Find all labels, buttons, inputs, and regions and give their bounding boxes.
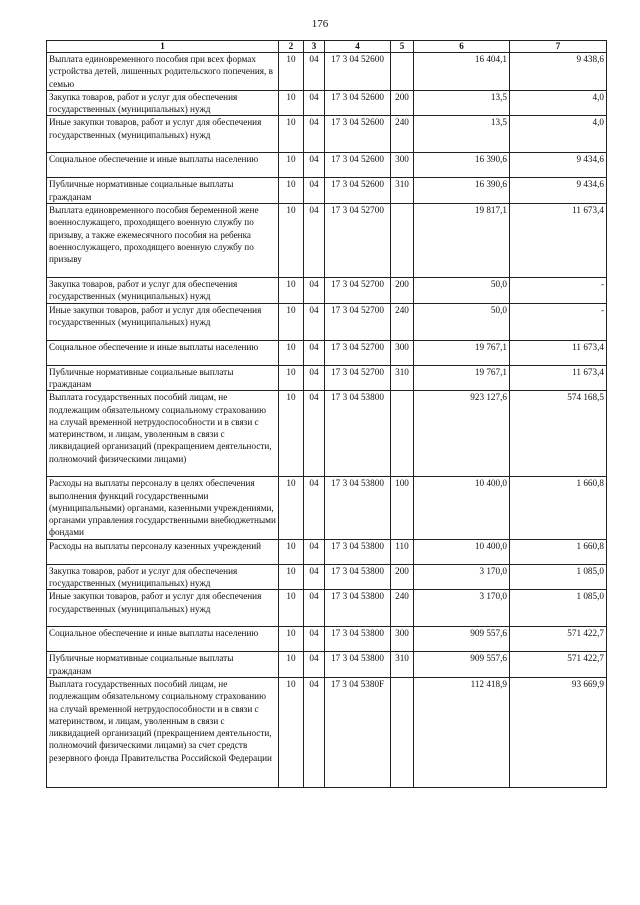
expense-type-code: 200 — [391, 90, 414, 116]
target-article-code: 17 3 04 53800 — [325, 391, 391, 477]
expense-type-code: 300 — [391, 340, 414, 365]
section-code: 10 — [279, 539, 304, 564]
section-code: 10 — [279, 116, 304, 153]
section-code: 10 — [279, 278, 304, 304]
target-article-code: 17 3 04 52600 — [325, 178, 391, 204]
subsection-code: 04 — [304, 204, 325, 278]
amount-col6: 19 767,1 — [414, 340, 510, 365]
expense-type-code — [391, 204, 414, 278]
subsection-code: 04 — [304, 116, 325, 153]
expense-type-code — [391, 53, 414, 91]
expense-type-code: 300 — [391, 627, 414, 652]
target-article-code: 17 3 04 52600 — [325, 53, 391, 91]
table-row — [47, 90, 607, 116]
amount-col7: 11 673,4 — [510, 204, 607, 278]
target-article-code: 17 3 04 52700 — [325, 278, 391, 304]
amount-col6: 16 390,6 — [414, 153, 510, 178]
amount-col7: 11 673,4 — [510, 365, 607, 391]
row-name: Публичные нормативные социальные выплаты гражданам — [47, 652, 279, 678]
section-code: 10 — [279, 391, 304, 477]
column-header: 6 — [414, 41, 510, 53]
expense-type-code: 310 — [391, 178, 414, 204]
row-name: Социальное обеспечение и иные выплаты населению — [47, 627, 279, 652]
row-name: Закупка товаров, работ и услуг для обеспечения государственных (муниципальных) нужд — [47, 278, 279, 304]
amount-col6: 50,0 — [414, 303, 510, 340]
target-article-code: 17 3 04 52700 — [325, 365, 391, 391]
row-name: Выплата государственных пособий лицам, не подлежащим обязательному социальному страхованию на случай временной нетрудоспособности и в связи с материнством, и лицам, уволенным в связи с ликвидацией организаций (прекращением деятельности, полномочий физическими лицами) — [47, 391, 279, 477]
subsection-code: 04 — [304, 278, 325, 304]
subsection-code: 04 — [304, 365, 325, 391]
table-row — [47, 564, 607, 590]
target-article-code: 17 3 04 52600 — [325, 90, 391, 116]
subsection-code: 04 — [304, 677, 325, 787]
subsection-code: 04 — [304, 477, 325, 539]
table-row — [47, 677, 607, 787]
target-article-code: 17 3 04 53800 — [325, 564, 391, 590]
expense-type-code — [391, 677, 414, 787]
target-article-code: 17 3 04 53800 — [325, 477, 391, 539]
section-code: 10 — [279, 677, 304, 787]
subsection-code: 04 — [304, 539, 325, 564]
target-article-code: 17 3 04 52700 — [325, 204, 391, 278]
table-row — [47, 53, 607, 91]
target-article-code: 17 3 04 5380F — [325, 677, 391, 787]
expense-type-code: 200 — [391, 278, 414, 304]
table-row — [47, 539, 607, 564]
column-header: 3 — [304, 41, 325, 53]
table-row — [47, 116, 607, 153]
section-code: 10 — [279, 340, 304, 365]
row-name: Иные закупки товаров, работ и услуг для обеспечения государственных (муниципальных) нужд — [47, 116, 279, 153]
header-row — [47, 41, 607, 53]
subsection-code: 04 — [304, 90, 325, 116]
expense-type-code: 310 — [391, 365, 414, 391]
section-code: 10 — [279, 590, 304, 627]
amount-col6: 13,5 — [414, 90, 510, 116]
amount-col7: 9 434,6 — [510, 178, 607, 204]
section-code: 10 — [279, 90, 304, 116]
column-header: 1 — [47, 41, 279, 53]
amount-col6: 16 390,6 — [414, 178, 510, 204]
row-name: Социальное обеспечение и иные выплаты населению — [47, 340, 279, 365]
expense-type-code: 100 — [391, 477, 414, 539]
amount-col7: 4,0 — [510, 90, 607, 116]
target-article-code: 17 3 04 52700 — [325, 303, 391, 340]
section-code: 10 — [279, 153, 304, 178]
row-name: Публичные нормативные социальные выплаты гражданам — [47, 365, 279, 391]
amount-col7: 11 673,4 — [510, 340, 607, 365]
subsection-code: 04 — [304, 590, 325, 627]
amount-col7: 4,0 — [510, 116, 607, 153]
column-header: 4 — [325, 41, 391, 53]
amount-col7: 574 168,5 — [510, 391, 607, 477]
amount-col7: - — [510, 278, 607, 304]
amount-col7: 93 669,9 — [510, 677, 607, 787]
section-code: 10 — [279, 477, 304, 539]
expense-type-code: 300 — [391, 153, 414, 178]
amount-col7: 1 660,8 — [510, 477, 607, 539]
row-name: Выплата единовременного пособия при всех формах устройства детей, лишенных родительского попечения, в семью — [47, 53, 279, 91]
amount-col6: 112 418,9 — [414, 677, 510, 787]
row-name: Иные закупки товаров, работ и услуг для обеспечения государственных (муниципальных) нужд — [47, 303, 279, 340]
row-name: Закупка товаров, работ и услуг для обеспечения государственных (муниципальных) нужд — [47, 90, 279, 116]
target-article-code: 17 3 04 53800 — [325, 539, 391, 564]
amount-col7: 9 434,6 — [510, 153, 607, 178]
column-header: 7 — [510, 41, 607, 53]
row-name: Расходы на выплаты персоналу в целях обеспечения выполнения функций государственными (муниципальными) органами, казенными учреждениями, органами управления государственными внебюджетными фондами — [47, 477, 279, 539]
subsection-code: 04 — [304, 153, 325, 178]
amount-col6: 10 400,0 — [414, 539, 510, 564]
amount-col6: 3 170,0 — [414, 590, 510, 627]
table-row — [47, 178, 607, 204]
section-code: 10 — [279, 652, 304, 678]
amount-col7: 1 085,0 — [510, 564, 607, 590]
table-row — [47, 652, 607, 678]
target-article-code: 17 3 04 52700 — [325, 340, 391, 365]
table-row — [47, 303, 607, 340]
amount-col6: 16 404,1 — [414, 53, 510, 91]
expense-type-code: 240 — [391, 303, 414, 340]
table-row — [47, 278, 607, 304]
amount-col6: 909 557,6 — [414, 652, 510, 678]
row-name: Публичные нормативные социальные выплаты гражданам — [47, 178, 279, 204]
page-number: 176 — [311, 18, 329, 30]
subsection-code: 04 — [304, 53, 325, 91]
budget-table — [46, 40, 607, 788]
row-name: Расходы на выплаты персоналу казенных учреждений — [47, 539, 279, 564]
expense-type-code: 240 — [391, 116, 414, 153]
amount-col6: 10 400,0 — [414, 477, 510, 539]
amount-col6: 13,5 — [414, 116, 510, 153]
section-code: 10 — [279, 303, 304, 340]
table-row — [47, 340, 607, 365]
section-code: 10 — [279, 564, 304, 590]
table-row — [47, 391, 607, 477]
amount-col6: 909 557,6 — [414, 627, 510, 652]
expense-type-code: 310 — [391, 652, 414, 678]
subsection-code: 04 — [304, 652, 325, 678]
row-name: Закупка товаров, работ и услуг для обеспечения государственных (муниципальных) нужд — [47, 564, 279, 590]
row-name: Иные закупки товаров, работ и услуг для обеспечения государственных (муниципальных) нужд — [47, 590, 279, 627]
table-row — [47, 590, 607, 627]
section-code: 10 — [279, 365, 304, 391]
column-header: 2 — [279, 41, 304, 53]
subsection-code: 04 — [304, 303, 325, 340]
column-header: 5 — [391, 41, 414, 53]
amount-col7: 9 438,6 — [510, 53, 607, 91]
table-row — [47, 365, 607, 391]
target-article-code: 17 3 04 53800 — [325, 590, 391, 627]
target-article-code: 17 3 04 53800 — [325, 627, 391, 652]
expense-type-code — [391, 391, 414, 477]
subsection-code: 04 — [304, 391, 325, 477]
expense-type-code: 200 — [391, 564, 414, 590]
table-row — [47, 627, 607, 652]
row-name: Социальное обеспечение и иные выплаты населению — [47, 153, 279, 178]
section-code: 10 — [279, 627, 304, 652]
target-article-code: 17 3 04 52600 — [325, 153, 391, 178]
section-code: 10 — [279, 204, 304, 278]
expense-type-code: 110 — [391, 539, 414, 564]
subsection-code: 04 — [304, 340, 325, 365]
subsection-code: 04 — [304, 627, 325, 652]
amount-col6: 3 170,0 — [414, 564, 510, 590]
amount-col6: 50,0 — [414, 278, 510, 304]
amount-col7: 571 422,7 — [510, 652, 607, 678]
amount-col7: 1 085,0 — [510, 590, 607, 627]
section-code: 10 — [279, 178, 304, 204]
table-row — [47, 477, 607, 539]
amount-col6: 19 817,1 — [414, 204, 510, 278]
target-article-code: 17 3 04 53800 — [325, 652, 391, 678]
section-code: 10 — [279, 53, 304, 91]
amount-col7: 1 660,8 — [510, 539, 607, 564]
amount-col7: 571 422,7 — [510, 627, 607, 652]
row-name: Выплата государственных пособий лицам, не подлежащим обязательному социальному страхованию на случай временной нетрудоспособности и в связи с материнством, и лицам, уволенным в связи с ликвидацией организаций (прекращением деятельности, полномочий физическими лицами) за счет средств резервного фонда Правительства Российской Федерации — [47, 677, 279, 787]
subsection-code: 04 — [304, 564, 325, 590]
amount-col6: 19 767,1 — [414, 365, 510, 391]
row-name: Выплата единовременного пособия беременной жене военнослужащего, проходящего военную службу по призыву, а также ежемесячного пособия на ребенка военнослужащего, проходящего военную службу по призыву — [47, 204, 279, 278]
subsection-code: 04 — [304, 178, 325, 204]
table-row — [47, 204, 607, 278]
target-article-code: 17 3 04 52600 — [325, 116, 391, 153]
amount-col7: - — [510, 303, 607, 340]
amount-col6: 923 127,6 — [414, 391, 510, 477]
expense-type-code: 240 — [391, 590, 414, 627]
table-row — [47, 153, 607, 178]
